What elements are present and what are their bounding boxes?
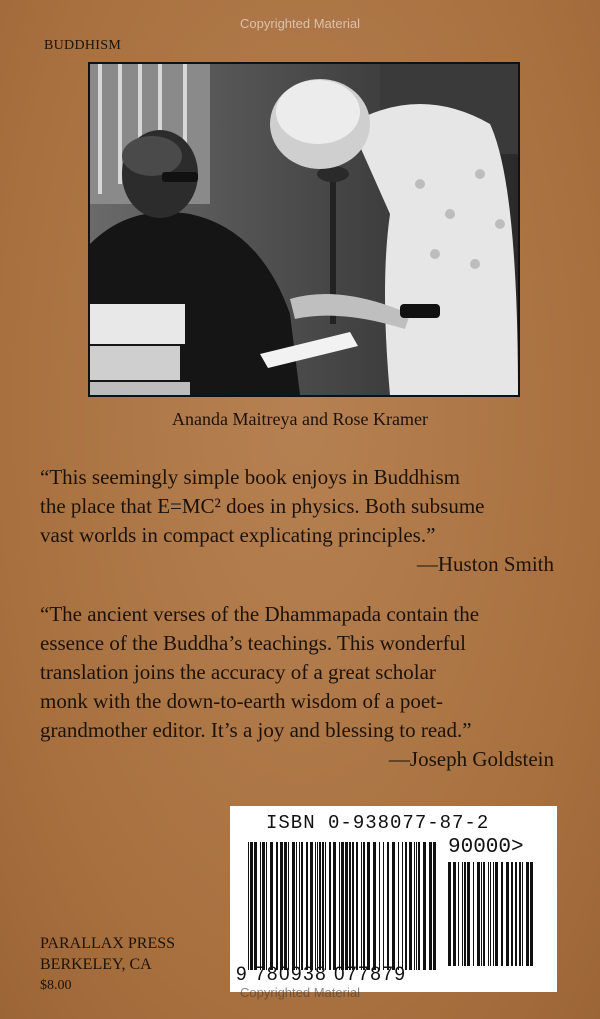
barcode-bar xyxy=(488,862,489,966)
price-code: 90000> xyxy=(448,836,524,859)
barcode-bar xyxy=(418,842,420,970)
quote-line: essence of the Buddha’s teachings. This wonderful xyxy=(40,631,466,655)
barcode-bar xyxy=(448,862,451,966)
barcode-bar xyxy=(270,842,273,970)
quote-attribution: —Huston Smith xyxy=(416,552,554,576)
barcode-bar xyxy=(333,842,336,970)
barcode-bar xyxy=(515,862,517,966)
barcode-bar xyxy=(511,862,513,966)
book-price: $8.00 xyxy=(40,978,72,993)
barcode-bar xyxy=(464,862,466,966)
barcode-bar xyxy=(495,862,498,966)
quote-line: translation joins the accuracy of a great scholar xyxy=(40,660,436,684)
barcode-bar xyxy=(345,842,348,970)
barcode-bar xyxy=(341,842,344,970)
barcode-bar xyxy=(329,842,331,970)
barcode-bar xyxy=(266,842,267,970)
barcode-bar xyxy=(322,842,324,970)
barcode-bar xyxy=(433,842,436,970)
barcode-bar xyxy=(506,862,509,966)
barcode-bar xyxy=(458,862,459,966)
barcode-bar xyxy=(356,842,358,970)
barcode-bar xyxy=(260,842,261,970)
isbn-number: ISBN 0-938077-87-2 xyxy=(266,812,490,834)
barcode-bar xyxy=(325,842,326,970)
barcode-bar xyxy=(526,862,529,966)
barcode-bar xyxy=(409,842,412,970)
ean-digits: 9 780938 077879 xyxy=(236,964,407,985)
barcode-bar xyxy=(288,842,289,970)
barcode-bar xyxy=(453,862,456,966)
quote-line: “This seemingly simple book enjoys in Buddhism xyxy=(40,465,460,489)
barcode-bar xyxy=(405,842,407,970)
barcode-bar xyxy=(379,842,380,970)
endorsement-quote-2 xyxy=(40,600,562,774)
barcode-bar xyxy=(493,862,494,966)
barcode-bar xyxy=(490,862,491,966)
barcode-bar xyxy=(276,842,278,970)
barcode-bar xyxy=(280,842,283,970)
barcode-bar xyxy=(519,862,521,966)
barcode-bar xyxy=(483,862,485,966)
quote-line: grandmother editor. It’s a joy and blessing to read.” xyxy=(40,718,472,742)
barcode-bar xyxy=(429,842,432,970)
barcode-bar xyxy=(477,862,480,966)
barcode-bar xyxy=(522,862,523,966)
barcode-bar xyxy=(352,842,354,970)
barcode-bar xyxy=(319,842,321,970)
barcode-bar xyxy=(339,842,340,970)
barcode-bar xyxy=(373,842,376,970)
barcode-bar xyxy=(284,842,287,970)
barcode-bar xyxy=(387,842,389,970)
barcode-bar xyxy=(306,842,308,970)
publisher-name: PARALLAX PRESS xyxy=(40,935,176,952)
barcode-bar xyxy=(299,842,300,970)
quote-line: vast worlds in compact explicating principles.” xyxy=(40,523,436,547)
barcode-bar xyxy=(310,842,313,970)
barcode-bar xyxy=(398,842,399,970)
barcode-bar xyxy=(473,862,474,966)
barcode-bar xyxy=(462,862,463,966)
quote-line: “The ancient verses of the Dhammapada contain the xyxy=(40,602,480,626)
barcode-bar xyxy=(481,862,482,966)
barcode-bar xyxy=(416,842,417,970)
barcode-bar xyxy=(467,862,470,966)
author-photo xyxy=(88,62,520,397)
barcode-bar xyxy=(363,842,365,970)
barcode-bar xyxy=(301,842,303,970)
barcode-bar xyxy=(383,842,384,970)
isbn-barcode xyxy=(230,806,557,992)
category-label: BUDDHISM xyxy=(44,38,122,53)
publisher-city: BERKELEY, CA xyxy=(40,956,152,973)
barcode-bar xyxy=(423,842,426,970)
barcode-bar xyxy=(402,842,403,970)
quote-line: monk with the down-to-earth wisdom of a poet- xyxy=(40,689,443,713)
barcode-bar xyxy=(254,842,257,970)
ean-barcode-bars xyxy=(248,842,438,970)
barcode-bar xyxy=(250,842,253,970)
barcode-bar xyxy=(501,862,503,966)
photo-caption: Ananda Maitreya and Rose Kramer xyxy=(172,409,428,429)
barcode-bar xyxy=(317,842,318,970)
barcode-bar xyxy=(315,842,316,970)
price-addon-bars xyxy=(448,862,533,966)
barcode-bar xyxy=(349,842,351,970)
barcode-bar xyxy=(392,842,395,970)
barcode-bar xyxy=(262,842,265,970)
barcode-bar xyxy=(530,862,533,966)
barcode-bar xyxy=(292,842,295,970)
barcode-bar xyxy=(361,842,362,970)
quote-line: the place that E=MC² does in physics. Both subsume xyxy=(40,494,485,518)
barcode-bar xyxy=(367,842,370,970)
barcode-bar xyxy=(248,842,249,970)
endorsement-quote-1 xyxy=(40,463,562,579)
copyright-watermark-top: Copyrighted Material xyxy=(240,16,360,31)
barcode-bar xyxy=(414,842,415,970)
barcode-bar xyxy=(296,842,297,970)
copyright-watermark-bottom: Copyrighted Material xyxy=(240,985,360,1000)
quote-attribution: —Joseph Goldstein xyxy=(388,747,554,771)
